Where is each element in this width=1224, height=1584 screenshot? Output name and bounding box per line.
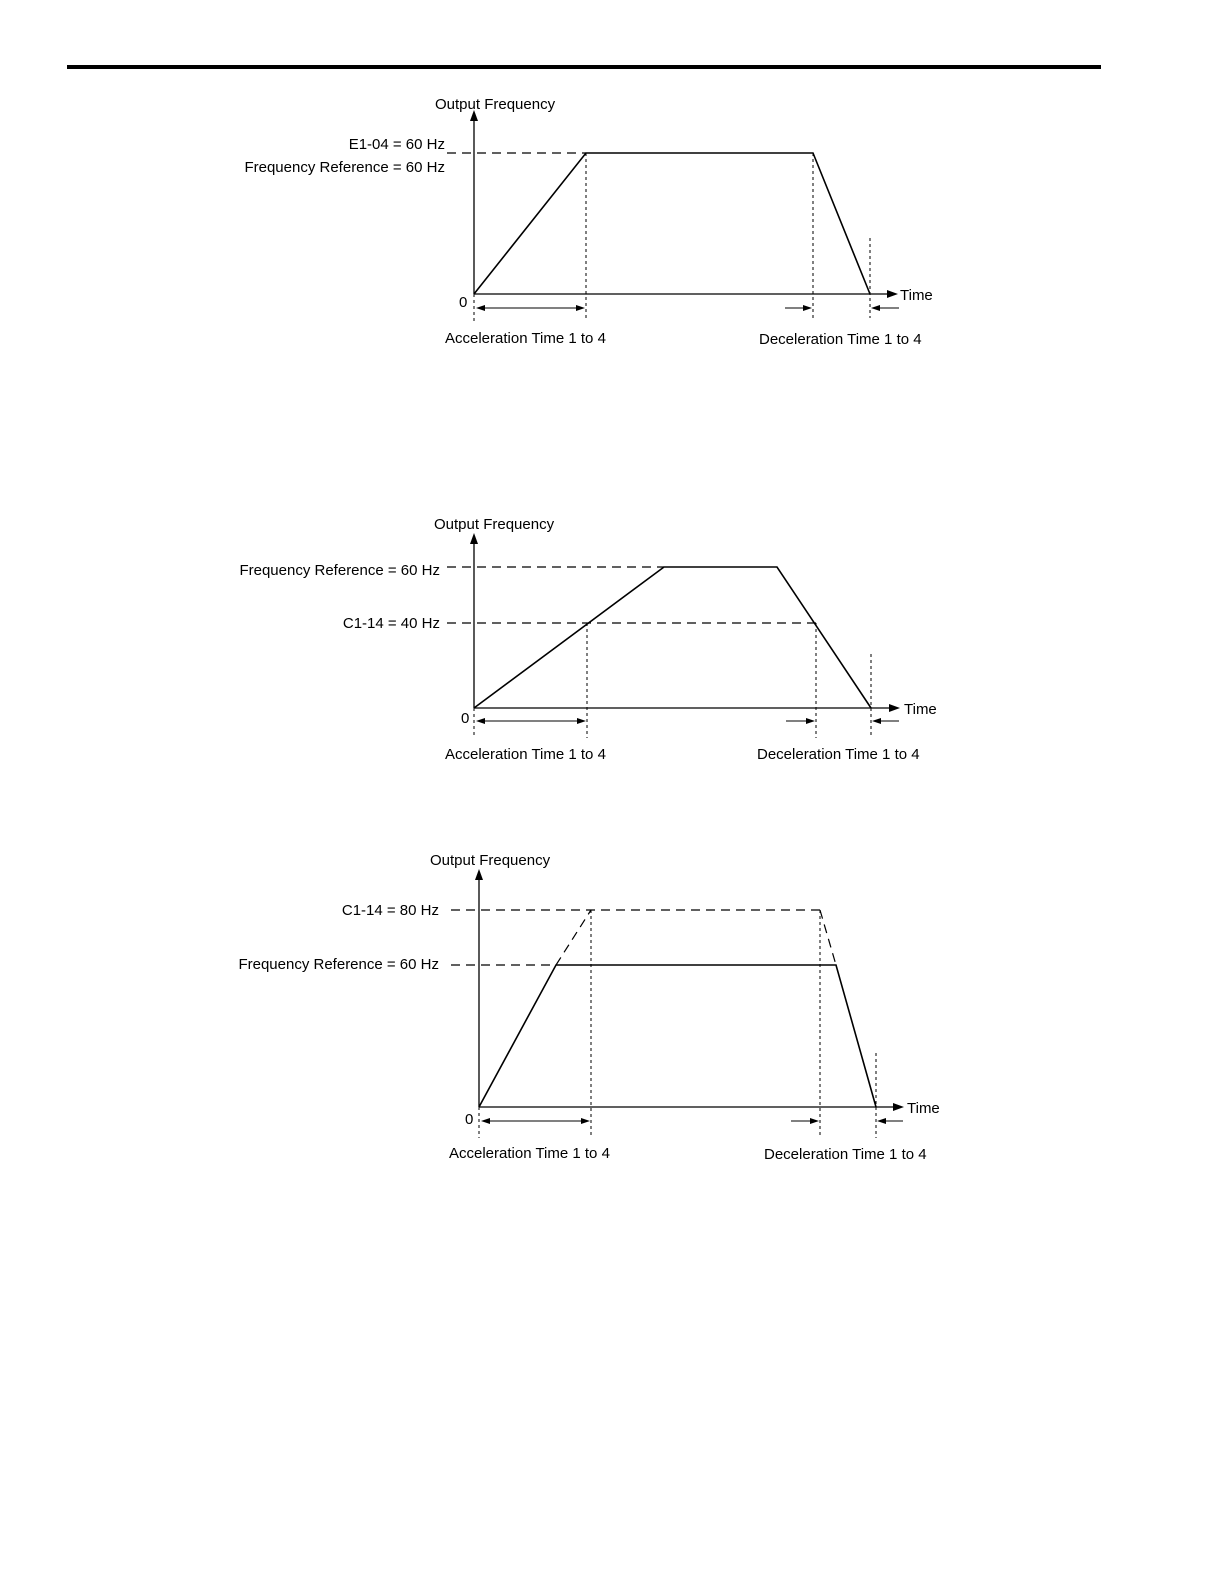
- diagram-3: [238, 852, 939, 1163]
- decel-arrowhead-in: [803, 305, 812, 311]
- decel-time-label: Deceleration Time 1 to 4: [757, 746, 920, 763]
- decel-time-label: Deceleration Time 1 to 4: [759, 331, 922, 348]
- accel-time-label: Acceleration Time 1 to 4: [449, 1145, 610, 1162]
- decel-arrowhead-in: [806, 718, 815, 724]
- origin-label: 0: [459, 294, 468, 311]
- accel-time-label: Acceleration Time 1 to 4: [445, 330, 606, 347]
- accel-arrowhead-left: [476, 718, 485, 724]
- level-label-e1-04: E1-04 = 60 Hz: [348, 136, 445, 153]
- x-axis-arrowhead: [893, 1103, 904, 1111]
- decel-time-label: Deceleration Time 1 to 4: [764, 1146, 927, 1163]
- x-axis-arrowhead: [889, 704, 900, 712]
- y-axis-label: Output Frequency: [434, 516, 555, 533]
- accel-extension-dashed: [556, 910, 591, 965]
- accel-arrowhead-right: [581, 1118, 590, 1124]
- decel-arrowhead-out: [877, 1118, 886, 1124]
- accel-arrowhead-left: [481, 1118, 490, 1124]
- accel-arrowhead-right: [577, 718, 586, 724]
- x-axis-label: Time: [904, 701, 937, 718]
- level-label-frequency-reference: Frequency Reference = 60 Hz: [239, 562, 440, 579]
- accel-arrowhead-left: [476, 305, 485, 311]
- x-axis-label: Time: [900, 287, 933, 304]
- y-axis-arrowhead: [475, 869, 483, 880]
- output-frequency-curve: [474, 153, 870, 294]
- level-label-c1-14: C1-14 = 40 Hz: [342, 615, 440, 632]
- origin-label: 0: [465, 1111, 474, 1128]
- y-axis-arrowhead: [470, 533, 478, 544]
- y-axis-label: Output Frequency: [435, 96, 556, 113]
- x-axis-arrowhead: [887, 290, 898, 298]
- level-label-frequency-reference: Frequency Reference = 60 Hz: [238, 956, 439, 973]
- level-label-frequency-reference: Frequency Reference = 60 Hz: [244, 159, 445, 176]
- decel-arrowhead-out: [871, 305, 880, 311]
- diagram-1: [244, 96, 932, 348]
- accel-arrowhead-right: [576, 305, 585, 311]
- y-axis-label: Output Frequency: [430, 852, 551, 869]
- accel-time-label: Acceleration Time 1 to 4: [445, 746, 606, 763]
- decel-arrowhead-in: [810, 1118, 819, 1124]
- x-axis-label: Time: [907, 1100, 940, 1117]
- diagram-2: [239, 516, 936, 763]
- output-frequency-curve: [479, 965, 876, 1107]
- decel-arrowhead-out: [872, 718, 881, 724]
- decel-extension-dashed: [820, 910, 836, 965]
- output-frequency-curve: [474, 567, 871, 708]
- level-label-c1-14: C1-14 = 80 Hz: [341, 902, 439, 919]
- origin-label: 0: [461, 710, 470, 727]
